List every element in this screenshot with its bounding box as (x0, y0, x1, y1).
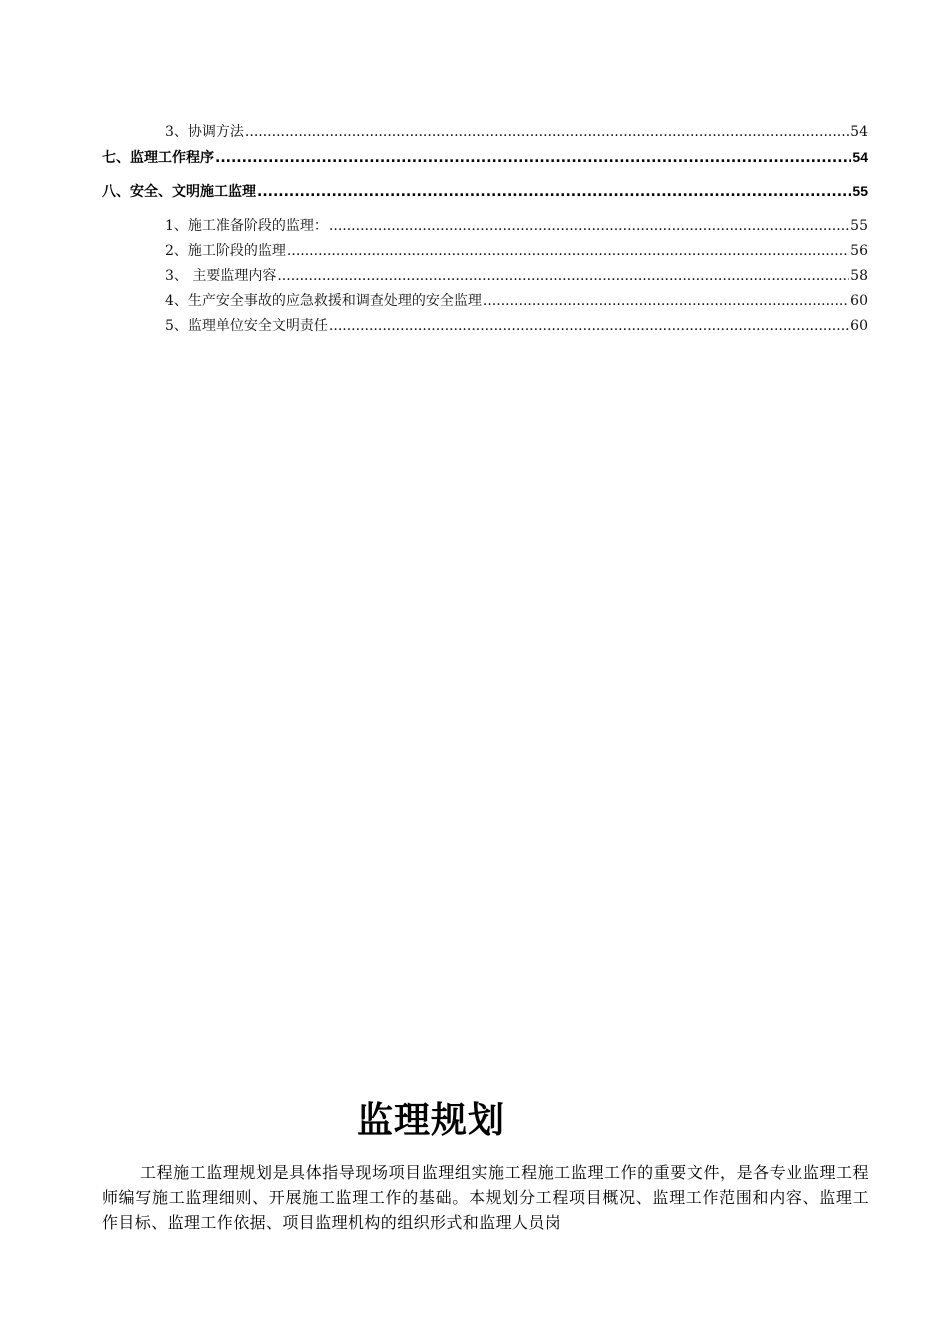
toc-leader-dots (287, 243, 849, 259)
toc-leader-dots (215, 150, 851, 166)
toc-entry-label: 1、施工准备阶段的监理： (165, 218, 328, 234)
toc-entry-page: 56 (850, 243, 868, 259)
toc-leader-dots (329, 318, 849, 334)
toc-entry[interactable] (165, 315, 868, 335)
toc-leader-dots (277, 268, 849, 284)
toc-entry-page: 55 (850, 218, 868, 234)
toc-entry-label: 3、 主要监理内容 (165, 268, 277, 284)
toc-entry-label: 七、监理工作程序 (102, 150, 214, 166)
toc-entry[interactable] (165, 290, 868, 310)
toc-entry[interactable] (102, 147, 868, 167)
toc-entry-page: 55 (852, 183, 868, 199)
toc-entry-label: 八、安全、文明施工监理 (102, 184, 256, 200)
toc-entry[interactable] (165, 121, 868, 141)
toc-leader-dots (257, 184, 851, 200)
toc-entry-page: 54 (850, 124, 868, 140)
toc-entry-label: 3、协调方法 (165, 124, 244, 140)
toc-entry-label: 2、施工阶段的监理 (165, 243, 286, 259)
intro-paragraph: 工程施工监理规划是具体指导现场项目监理组实施工程施工监理工作的重要文件，是各专业监理工程师编写施工监理细则、开展施工监理工作的基础。本规划分工程项目概况、监理工作范围和内容、监理工作目标、监理工作依据、项目监理机构的组织形式和监理人员岗 (102, 1163, 869, 1232)
toc-entry[interactable] (165, 265, 868, 285)
toc-entry-page: 60 (850, 293, 868, 309)
toc-leader-dots (329, 218, 849, 234)
toc-entry-label: 4、生产安全事故的应急救援和调查处理的安全监理 (165, 293, 482, 309)
document-title: 监理规划 (356, 1100, 505, 1141)
toc-leader-dots (245, 124, 849, 140)
toc-entry[interactable] (165, 240, 868, 260)
toc-entry-page: 60 (850, 318, 868, 334)
toc-leader-dots (483, 293, 849, 309)
toc-entry[interactable] (165, 215, 868, 235)
toc-entry-label: 5、监理单位安全文明责任 (165, 318, 328, 334)
toc-entry[interactable] (102, 181, 868, 201)
toc-entry-page: 58 (850, 268, 868, 284)
toc-entry-page: 54 (852, 149, 868, 165)
